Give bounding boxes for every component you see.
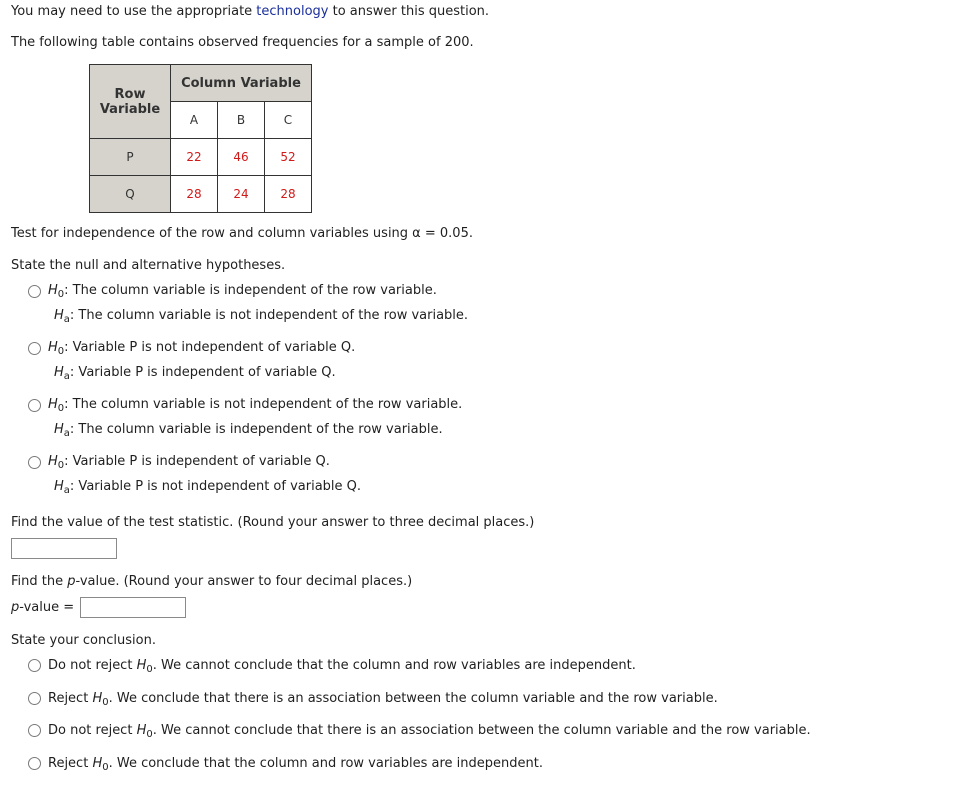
column-header-a: A: [171, 102, 218, 139]
technology-link[interactable]: technology: [256, 4, 329, 19]
hypothesis-option-3-radio[interactable]: [28, 399, 41, 412]
hypothesis-option-3-ha: $H_a$: The column variable is independent of the row variable.: [54, 422, 443, 439]
conclusion-option-2-radio[interactable]: [28, 692, 41, 705]
hypothesis-option-4-ha: $H_a$: Variable P is not independent of variable Q.: [54, 479, 362, 496]
row-label-q: Q: [90, 176, 171, 213]
hypothesis-option-1-radio[interactable]: [28, 285, 41, 298]
conclusion-option-1-radio[interactable]: [28, 659, 41, 672]
table-cell: 24: [218, 176, 265, 213]
table-cell: 46: [218, 139, 265, 176]
conclusion-option-4-radio[interactable]: [28, 757, 41, 770]
conclusion-option-4-text: Reject $H_0$. We conclude that the column and row variables are independent.: [48, 756, 543, 773]
hypothesis-option-2-ha: $H_a$: Variable P is independent of variable Q.: [54, 365, 336, 382]
table-cell: 28: [265, 176, 312, 213]
conclusion-option-3-text: Do not reject $H_0$. We cannot conclude that there is an association between the column variable and the row variable.: [48, 723, 811, 740]
row-variable-header: Row Variable: [90, 65, 171, 139]
column-header-c: C: [265, 102, 312, 139]
table-cell: 28: [171, 176, 218, 213]
hypothesis-option-2-radio[interactable]: [28, 342, 41, 355]
p-value-prompt: Find the p-value. (Round your answer to four decimal places.): [11, 574, 413, 589]
column-header-b: B: [218, 102, 265, 139]
conclusion-option-3-radio[interactable]: [28, 724, 41, 737]
table-row: [90, 139, 312, 176]
table-cell: 52: [265, 139, 312, 176]
p-value-input[interactable]: [80, 597, 186, 618]
column-variable-header: Column Variable: [171, 65, 312, 102]
frequency-table: [89, 64, 312, 213]
context-text: The following table contains observed frequencies for a sample of 200.: [11, 35, 474, 50]
conclusion-option-2-text: Reject $H_0$. We conclude that there is an association between the column variable and the row variable.: [48, 691, 718, 708]
hypothesis-option-4-radio[interactable]: [28, 456, 41, 469]
intro-text: You may need to use the appropriate technology to answer this question.: [11, 4, 490, 19]
hypothesis-option-3-h0: $H_0$: The column variable is not independent of the row variable.: [48, 397, 463, 414]
test-statistic-input[interactable]: [11, 538, 117, 559]
table-row: [90, 176, 312, 213]
row-label-p: P: [90, 139, 171, 176]
hypothesis-option-1-h0: $H_0$: The column variable is independent of the row variable.: [48, 283, 437, 300]
conclusion-option-1-text: Do not reject $H_0$. We cannot conclude that the column and row variables are independent.: [48, 658, 636, 675]
hypothesis-option-4-h0: $H_0$: Variable P is independent of variable Q.: [48, 454, 330, 471]
test-prompt: Test for independence of the row and column variables using α = 0.05.: [11, 226, 473, 241]
hypotheses-prompt: State the null and alternative hypotheses.: [11, 258, 286, 273]
p-value-label: p-value =: [11, 600, 75, 615]
conclusion-prompt: State your conclusion.: [11, 633, 156, 648]
hypothesis-option-1-ha: $H_a$: The column variable is not independent of the row variable.: [54, 308, 469, 325]
hypothesis-option-2-h0: $H_0$: Variable P is not independent of variable Q.: [48, 340, 356, 357]
test-statistic-prompt: Find the value of the test statistic. (Round your answer to three decimal places.): [11, 515, 535, 530]
table-cell: 22: [171, 139, 218, 176]
